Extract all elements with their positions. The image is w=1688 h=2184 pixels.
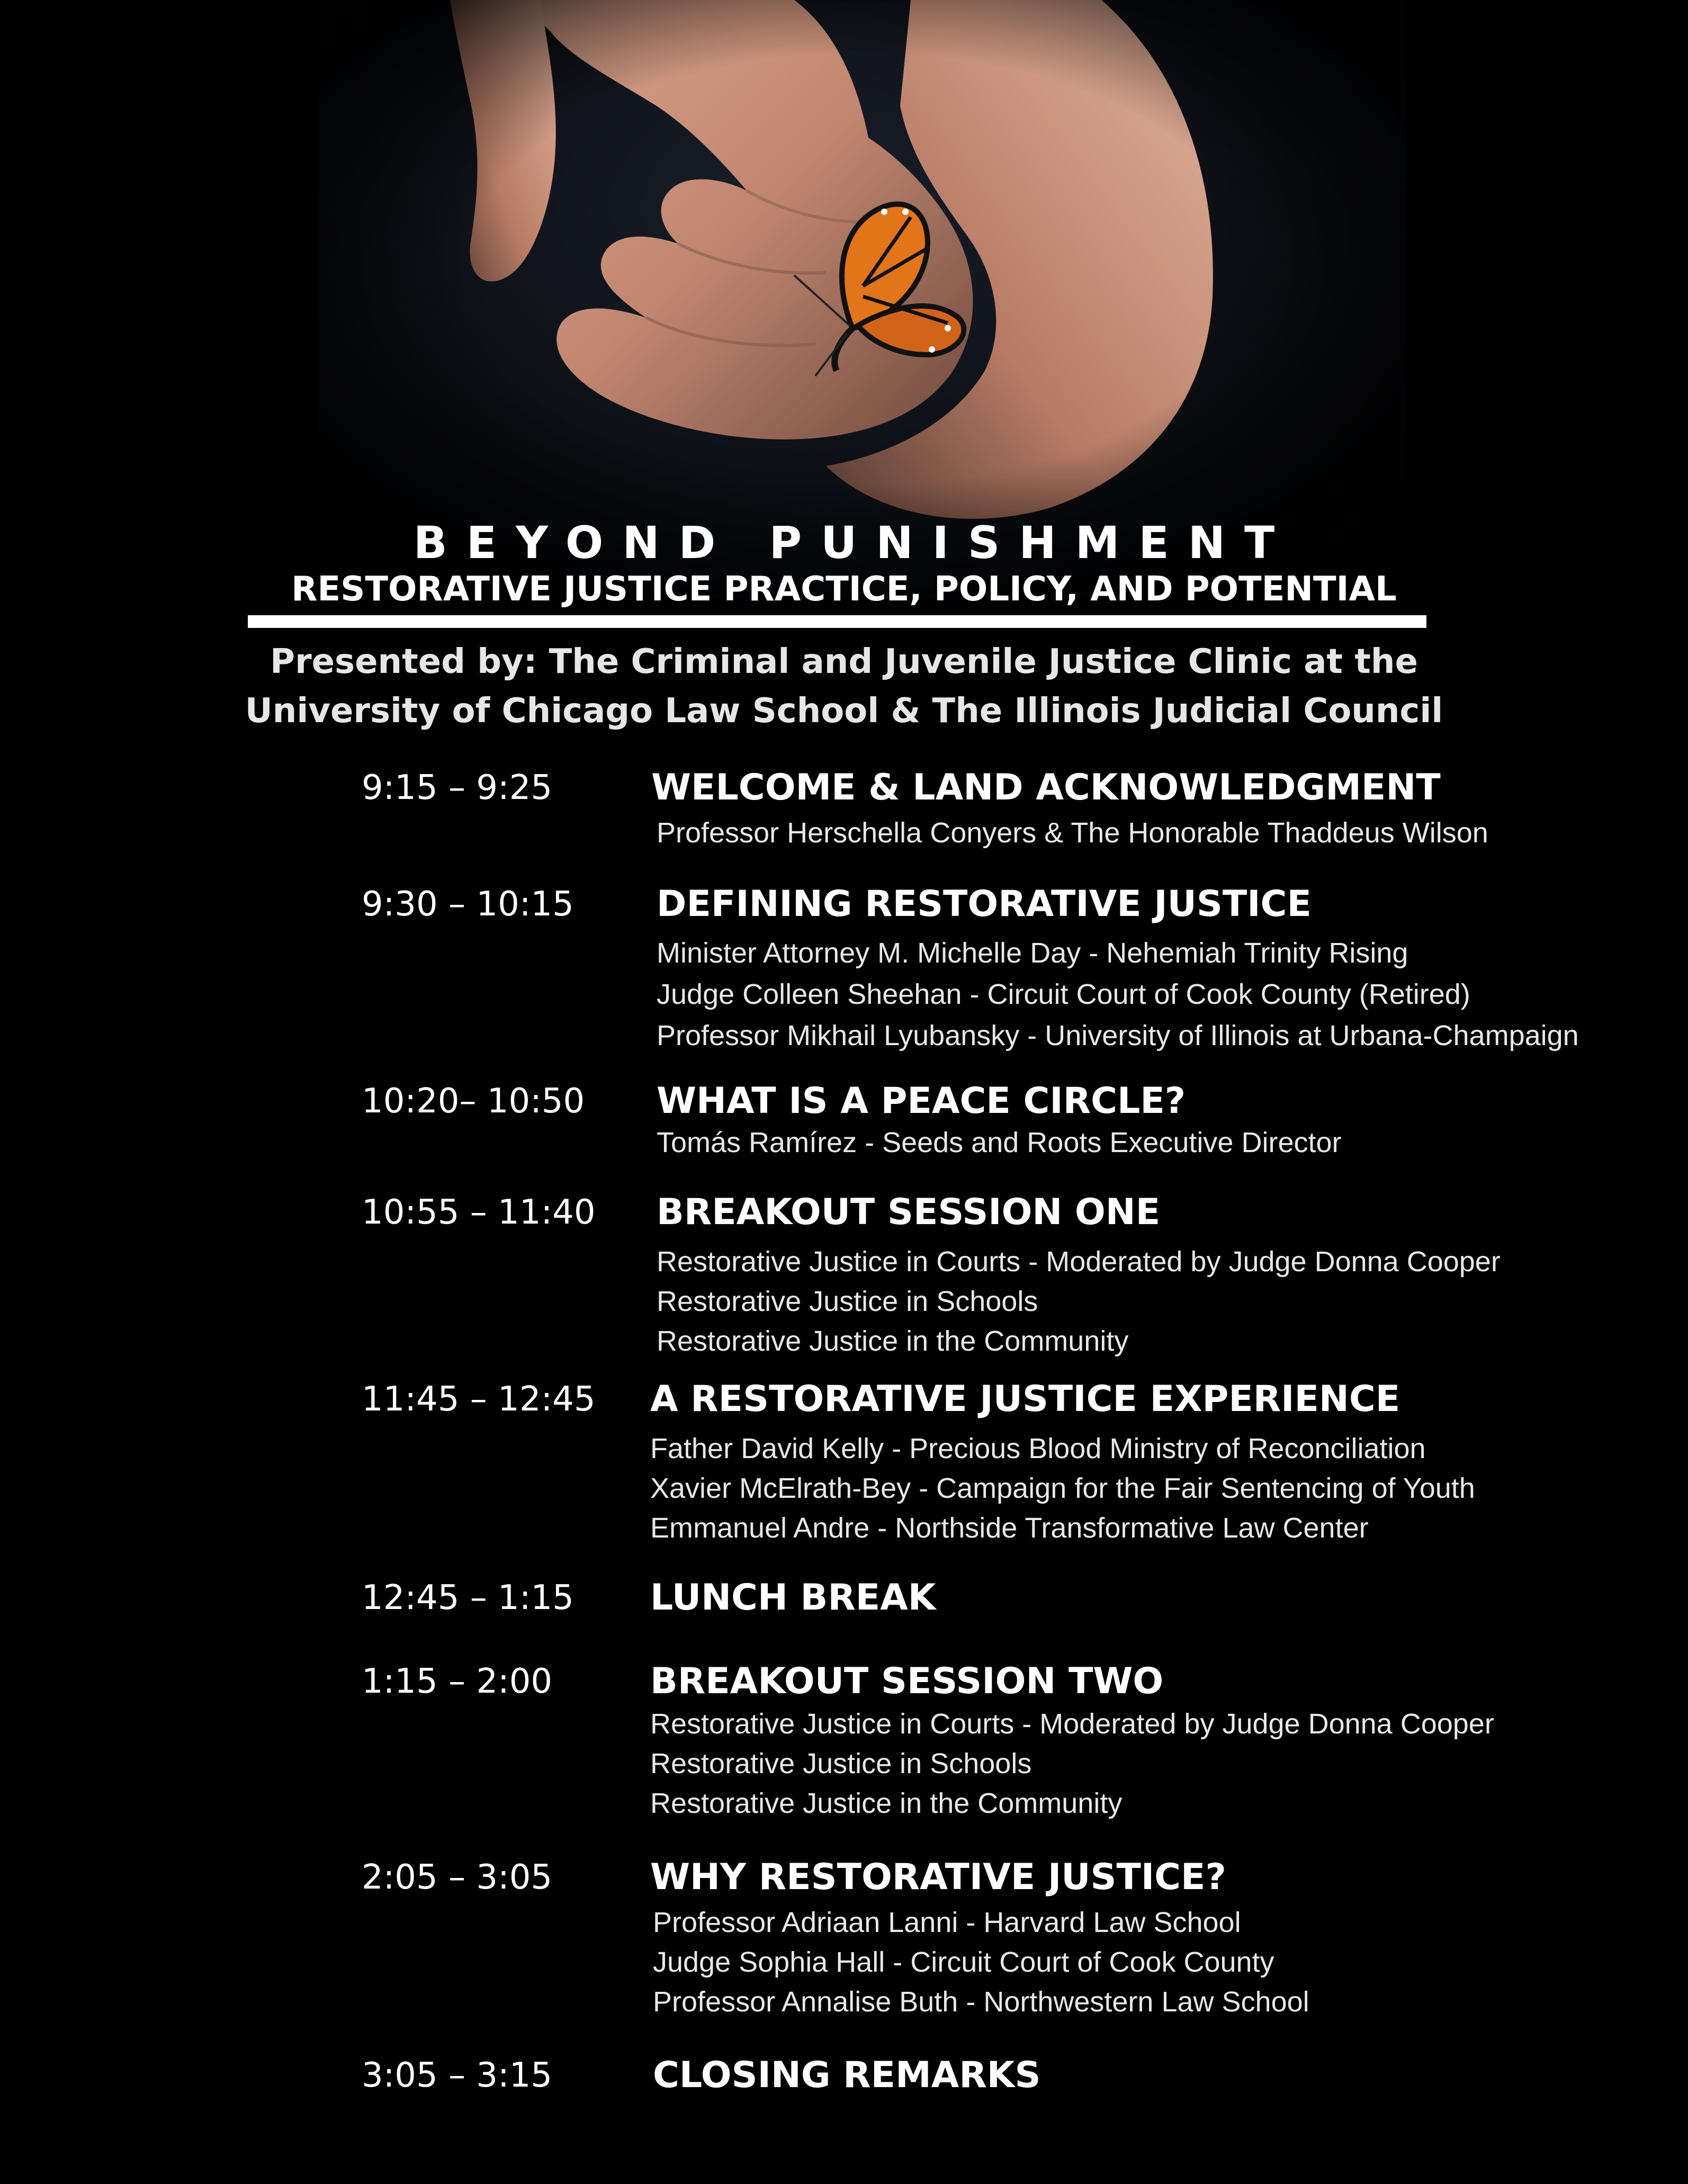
agenda-time: 9:30 – 10:15	[362, 885, 574, 924]
agenda-time: 12:45 – 1:15	[362, 1578, 574, 1617]
speaker-line: Restorative Justice in Schools	[657, 1286, 1038, 1317]
speaker-line: Minister Attorney M. Michelle Day - Nehemiah Trinity Rising	[657, 937, 1408, 969]
agenda-time: 3:05 – 3:15	[362, 2056, 553, 2095]
speaker-line: Restorative Justice in Schools	[650, 1748, 1032, 1779]
session-title: CLOSING REMARKS	[653, 2054, 1041, 2096]
presented-by-line-2: University of Chicago Law School & The Illinois Judicial Council	[245, 691, 1443, 731]
agenda-time: 2:05 – 3:05	[362, 1858, 553, 1897]
session-title: BREAKOUT SESSION ONE	[657, 1191, 1161, 1233]
speaker-line: Professor Adriaan Lanni - Harvard Law School	[653, 1907, 1241, 1938]
session-title: LUNCH BREAK	[650, 1577, 936, 1619]
hands-butterfly-illustration	[318, 0, 1406, 598]
speaker-line: Professor Herschella Conyers & The Honorable Thaddeus Wilson	[657, 817, 1488, 849]
speaker-line: Emmanuel Andre - Northside Transformative Law Center	[650, 1512, 1369, 1544]
agenda-time: 10:55 – 11:40	[362, 1193, 596, 1232]
title-divider	[248, 615, 1426, 628]
speaker-line: Father David Kelly - Precious Blood Ministry of Reconciliation	[650, 1433, 1426, 1464]
session-title: WHY RESTORATIVE JUSTICE?	[650, 1856, 1226, 1898]
agenda-time: 1:15 – 2:00	[362, 1662, 553, 1701]
event-title: BEYOND PUNISHMENT	[413, 517, 1294, 569]
speaker-line: Judge Sophia Hall - Circuit Court of Cook County	[653, 1946, 1274, 1978]
agenda-time: 11:45 – 12:45	[362, 1380, 596, 1419]
speaker-line: Professor Annalise Buth - Northwestern Law School	[653, 1986, 1309, 2018]
agenda-time: 10:20– 10:50	[362, 1082, 585, 1121]
speaker-line: Restorative Justice in the Community	[657, 1325, 1129, 1357]
agenda-time: 9:15 – 9:25	[362, 768, 553, 807]
event-subtitle: RESTORATIVE JUSTICE PRACTICE, POLICY, AND POTENTIAL	[291, 570, 1397, 609]
speaker-line: Restorative Justice in Courts - Moderated by Judge Donna Cooper	[657, 1246, 1501, 1278]
speaker-line: Professor Mikhail Lyubansky - University of Illinois at Urbana-Champaign	[657, 1020, 1579, 1051]
presented-by-line-1: Presented by: The Criminal and Juvenile Justice Clinic at the	[270, 642, 1418, 681]
speaker-line: Restorative Justice in Courts - Moderated by Judge Donna Cooper	[650, 1708, 1494, 1740]
speaker-line: Tomás Ramírez - Seeds and Roots Executive Director	[657, 1127, 1342, 1158]
session-title: WHAT IS A PEACE CIRCLE?	[657, 1080, 1186, 1122]
hero-photo	[318, 0, 1406, 598]
session-title: A RESTORATIVE JUSTICE EXPERIENCE	[650, 1378, 1400, 1420]
speaker-line: Restorative Justice in the Community	[650, 1787, 1123, 1819]
session-title: BREAKOUT SESSION TWO	[650, 1660, 1164, 1702]
speaker-line: Judge Colleen Sheehan - Circuit Court of Cook County (Retired)	[657, 978, 1470, 1010]
session-title: DEFINING RESTORATIVE JUSTICE	[657, 883, 1312, 925]
session-title: WELCOME & LAND ACKNOWLEDGMENT	[651, 767, 1441, 808]
speaker-line: Xavier McElrath-Bey - Campaign for the Fair Sentencing of Youth	[650, 1472, 1475, 1504]
